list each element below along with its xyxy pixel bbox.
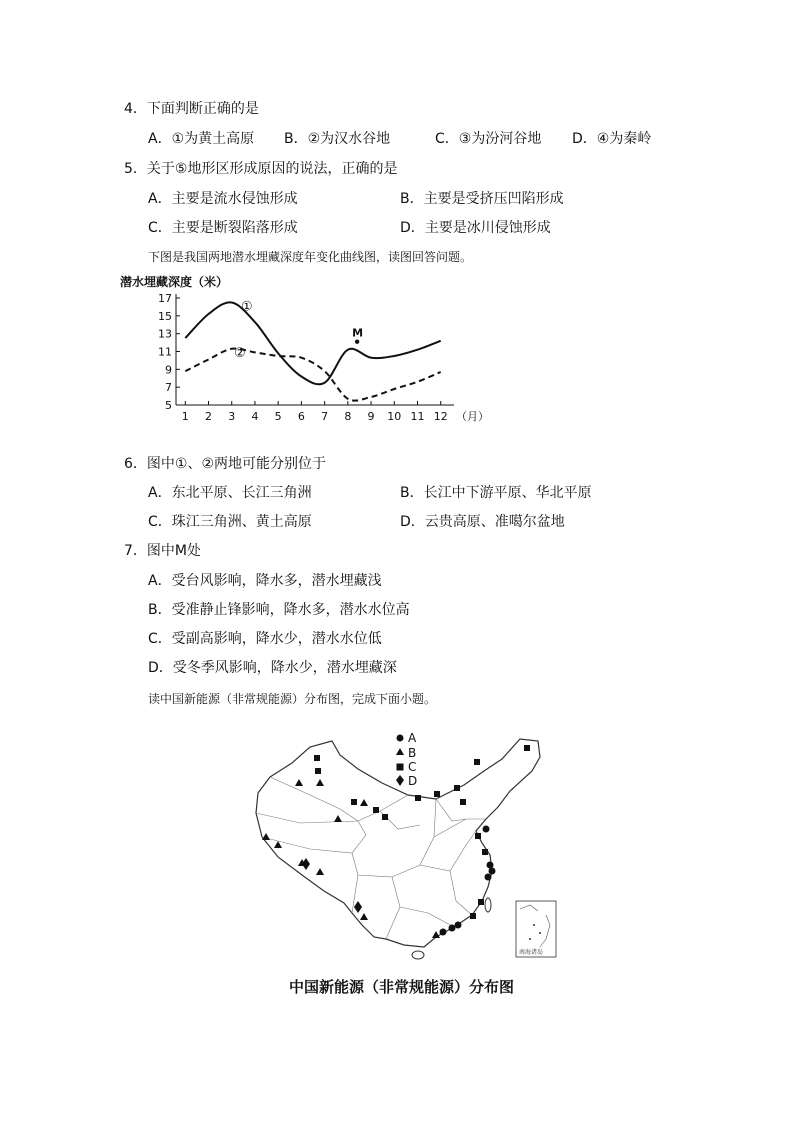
site-triangle-marker	[316, 868, 324, 875]
x-tick-label: 1	[181, 410, 189, 423]
inset-island	[539, 932, 541, 934]
q4-option-a: A．①为黄土高原	[148, 131, 255, 147]
q4-stem: 4．下面判断正确的是	[124, 101, 259, 117]
q6-option-b: B．长江中下游平原、华北平原	[400, 485, 592, 501]
site-triangle-marker	[262, 833, 270, 840]
legend-triangle-symbol	[396, 748, 404, 755]
site-square-marker	[351, 799, 357, 805]
site-square-marker	[475, 833, 481, 839]
inset-label: 南海诸岛	[519, 949, 544, 956]
q6-option-c: C．珠江三角洲、黄土高原	[148, 514, 312, 530]
q7-option-d: D．受冬季风影响，降水少，潜水埋藏深	[148, 660, 397, 676]
y-tick-label: 9	[165, 363, 172, 377]
x-tick-label: 5	[274, 410, 282, 423]
site-circle-marker	[485, 874, 492, 881]
q6-option-a: A．东北平原、长江三角洲	[148, 485, 312, 501]
y-tick-label: 11	[158, 345, 172, 359]
series-label-2: ②	[234, 345, 246, 361]
site-circle-marker	[487, 862, 494, 869]
site-triangle-marker	[360, 799, 368, 806]
south-china-sea-inset	[516, 901, 556, 957]
x-tick-label: 8	[344, 410, 352, 423]
q5-option-b: B．主要是受挤压凹陷形成	[400, 191, 564, 207]
site-circle-marker	[449, 925, 456, 932]
legend-square-symbol	[397, 764, 404, 771]
legend-label-a: A	[408, 731, 417, 745]
legend-circle-symbol	[397, 735, 404, 742]
series-label-1: ①	[241, 299, 253, 315]
x-tick-label: 4	[251, 410, 259, 423]
chart-x-axis-label: （月）	[456, 410, 489, 423]
series-line-1	[185, 302, 440, 384]
site-square-marker	[460, 799, 466, 805]
q5-stem: 5．关于⑤地形区形成原因的说法，正确的是	[124, 161, 398, 177]
energy-site-markers	[262, 745, 530, 938]
q6-stem: 6．图中①、②两地可能分别位于	[124, 456, 327, 472]
annotation-point	[355, 339, 359, 343]
groundwater-chart	[118, 270, 518, 430]
map-caption: 中国新能源（非常规能源）分布图	[289, 978, 515, 996]
q7-option-b: B．受准静止锋影响，降水多，潜水水位高	[148, 602, 410, 618]
x-tick-label: 9	[367, 410, 375, 423]
site-triangle-marker	[274, 841, 282, 848]
y-tick-label: 7	[165, 381, 172, 395]
q4-option-b: B．②为汉水谷地	[284, 131, 391, 147]
site-triangle-marker	[360, 913, 368, 920]
x-tick-label: 7	[321, 410, 329, 423]
site-square-marker	[382, 814, 388, 820]
q5-option-d: D．主要是冰川侵蚀形成	[400, 220, 551, 236]
site-square-marker	[315, 768, 321, 774]
x-tick-label: 6	[297, 410, 305, 423]
site-square-marker	[314, 755, 320, 761]
site-square-marker	[470, 913, 476, 919]
legend-label-c: C	[408, 760, 417, 774]
inset-island	[533, 924, 535, 926]
legend-label-b: B	[408, 746, 417, 760]
q7-stem: 7．图中M处	[124, 543, 201, 559]
china-energy-map	[240, 725, 560, 975]
site-diamond-marker	[354, 901, 362, 913]
x-tick-label: 2	[205, 410, 213, 423]
q7-option-a: A．受台风影响，降水多，潜水埋藏浅	[148, 573, 382, 589]
y-tick-label: 13	[158, 327, 172, 341]
q5-option-c: C．主要是断裂陷落形成	[148, 220, 298, 236]
site-square-marker	[434, 791, 440, 797]
legend-diamond-symbol	[396, 775, 404, 786]
x-tick-label: 3	[228, 410, 236, 423]
x-tick-label: 10	[387, 410, 402, 423]
y-tick-label: 15	[158, 309, 172, 323]
province-boundaries	[256, 777, 486, 939]
chart-intro: 下图是我国两地潜水埋藏深度年变化曲线图，读图回答问题。	[148, 250, 473, 264]
q6-option-d: D．云贵高原、准噶尔盆地	[400, 514, 565, 530]
site-circle-marker	[440, 929, 447, 936]
site-square-marker	[478, 899, 484, 905]
y-tick-label: 17	[158, 292, 172, 305]
hainan-island	[412, 951, 424, 959]
site-circle-marker	[483, 826, 490, 833]
series-line-2	[185, 349, 440, 401]
q5-option-a: A．主要是流水侵蚀形成	[148, 191, 298, 207]
legend-label-d: D	[408, 774, 418, 788]
q4-option-d: D．④为秦岭	[572, 131, 652, 147]
site-square-marker	[524, 745, 530, 751]
map-intro: 读中国新能源（非常规能源）分布图，完成下面小题。	[148, 692, 437, 706]
chart-y-axis-label: 潜水埋藏深度（米）	[120, 275, 229, 289]
groundwater-chart-svg	[118, 270, 518, 430]
x-tick-label: 12	[433, 410, 448, 423]
site-square-marker	[373, 807, 379, 813]
y-tick-label: 5	[165, 399, 172, 412]
site-square-marker	[482, 849, 488, 855]
annotation-label: M	[352, 326, 364, 340]
q7-option-c: C．受副高影响，降水少，潜水水位低	[148, 631, 382, 647]
site-triangle-marker	[334, 815, 342, 822]
site-triangle-marker	[316, 779, 324, 786]
site-circle-marker	[489, 868, 496, 875]
site-square-marker	[474, 759, 480, 765]
x-tick-label: 11	[410, 410, 425, 423]
site-triangle-marker	[432, 931, 440, 938]
inset-island	[529, 938, 531, 940]
site-square-marker	[415, 795, 421, 801]
q4-option-c: C．③为汾河谷地	[435, 131, 542, 147]
site-diamond-marker	[302, 858, 310, 870]
taiwan-island	[485, 898, 491, 912]
map-legend	[396, 731, 417, 788]
china-energy-map-svg	[240, 725, 560, 975]
site-circle-marker	[455, 922, 462, 929]
site-triangle-marker	[295, 779, 303, 786]
site-square-marker	[454, 785, 460, 791]
